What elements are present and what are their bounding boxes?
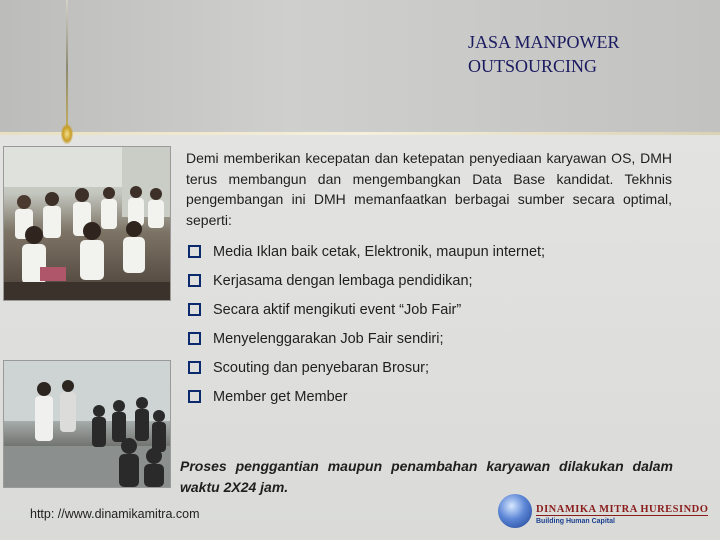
list-item-label: Member get Member bbox=[213, 388, 348, 405]
classroom-photo-illustration bbox=[4, 147, 170, 300]
checkbox-square-icon bbox=[188, 390, 201, 403]
title-line-2: OUTSOURCING bbox=[468, 56, 598, 76]
checkbox-square-icon bbox=[188, 332, 201, 345]
classroom-photo bbox=[3, 146, 171, 301]
source-list bbox=[188, 237, 688, 411]
checkbox-square-icon bbox=[188, 274, 201, 287]
accent-spark-icon bbox=[61, 124, 73, 144]
company-tagline: Building Human Capital bbox=[536, 518, 615, 525]
checkbox-square-icon bbox=[188, 245, 201, 258]
list-item-label: Scouting dan penyebaran Brosur; bbox=[213, 359, 430, 376]
company-name: DINAMIKA MITRA HURESINDO bbox=[536, 504, 709, 515]
website-link[interactable]: http: //www.dinamikamitra.com bbox=[30, 507, 200, 521]
list-item bbox=[188, 324, 688, 353]
list-item-label: Menyelenggarakan Job Fair sendiri; bbox=[213, 330, 444, 347]
list-item-label: Secara aktif mengikuti event “Job Fair” bbox=[213, 301, 462, 318]
list-item-label: Media Iklan baik cetak, Elektronik, maupun internet; bbox=[213, 243, 546, 260]
slide-title bbox=[468, 30, 620, 78]
training-session-illustration bbox=[4, 361, 170, 487]
list-item bbox=[188, 382, 688, 411]
training-session-photo bbox=[3, 360, 171, 488]
list-item-label: Kerjasama dengan lembaga pendidikan; bbox=[213, 272, 473, 289]
list-item bbox=[188, 237, 688, 266]
intro-paragraph: Demi memberikan kecepatan dan ketepatan penyediaan karyawan OS, DMH terus membangun dan mengembangkan Data Base kandidat. Tekhnis pengembangan ini DMH memanfaatkan berbagai sumber secara optimal, seperti: bbox=[186, 150, 672, 228]
closing-statement: Proses penggantian maupun penambahan karyawan dilakukan dalam waktu 2X24 jam. bbox=[180, 458, 673, 495]
title-line-1: JASA MANPOWER bbox=[468, 32, 620, 52]
checkbox-square-icon bbox=[188, 303, 201, 316]
globe-logo-icon bbox=[498, 494, 532, 528]
list-item bbox=[188, 295, 688, 324]
list-item bbox=[188, 266, 688, 295]
list-item bbox=[188, 353, 688, 382]
checkbox-square-icon bbox=[188, 361, 201, 374]
accent-line bbox=[66, 0, 68, 135]
